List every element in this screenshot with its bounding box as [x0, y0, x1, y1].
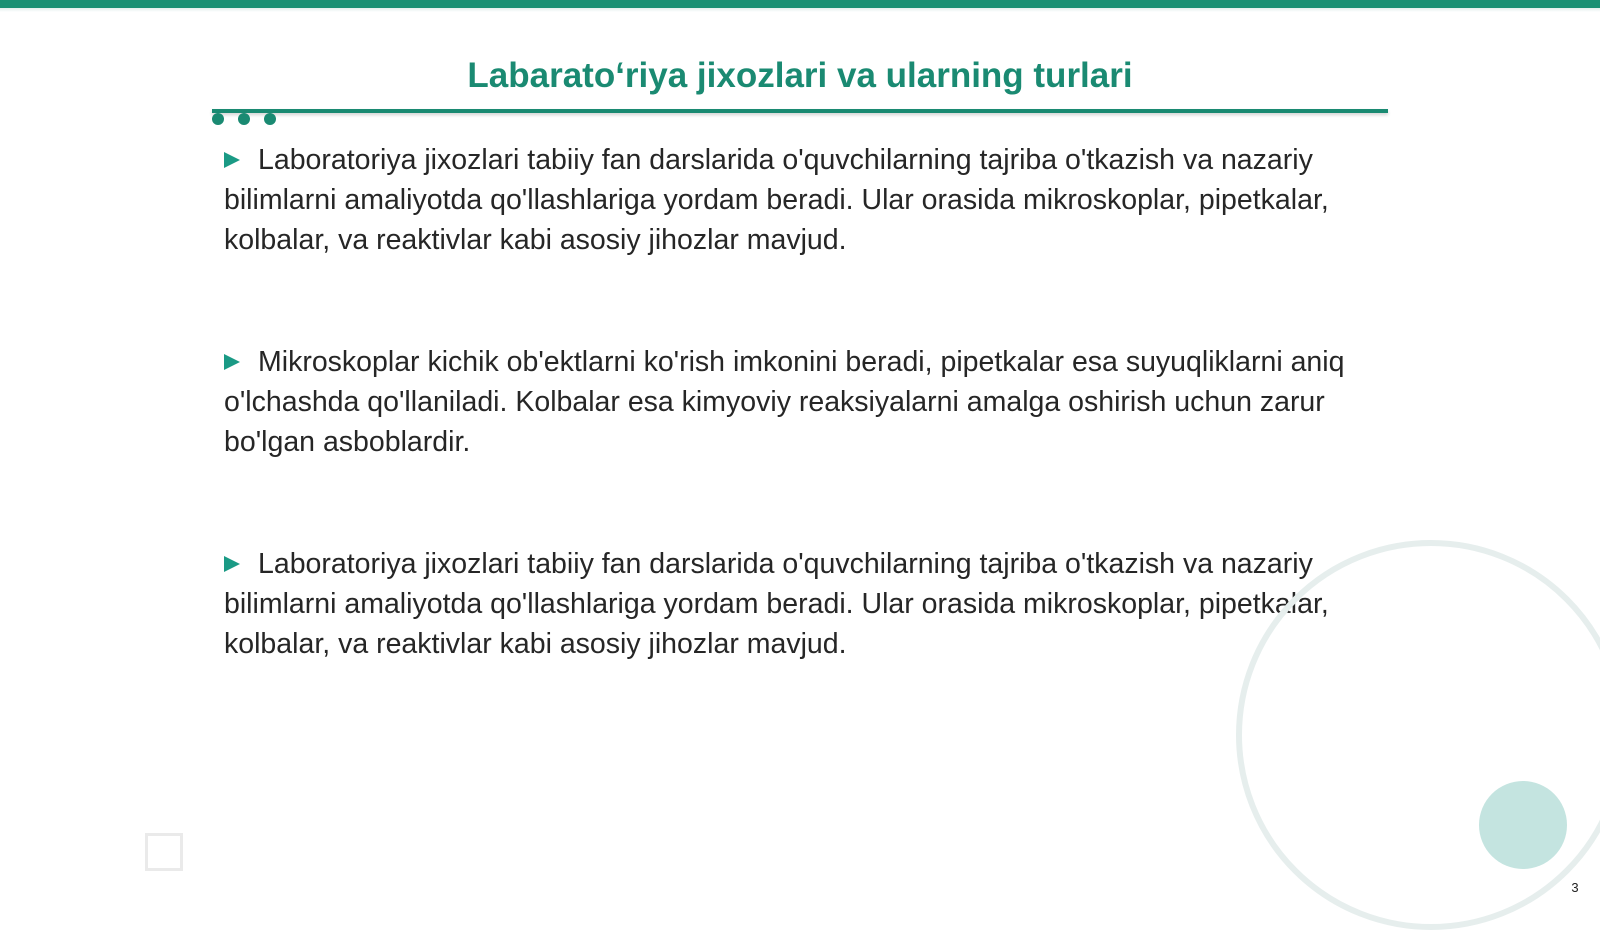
triangle-right-icon: [224, 556, 240, 572]
decor-dot: [212, 113, 224, 125]
decor-ring: [1236, 540, 1600, 930]
bullet-item: [224, 140, 1384, 260]
triangle-right-icon: [224, 152, 240, 168]
decor-dot: [238, 113, 250, 125]
bullet-item: [224, 342, 1384, 462]
page-number: 3: [1571, 880, 1579, 895]
slide-title: Labarato‘riya jixozlari va ularning turlari: [467, 56, 1133, 95]
top-accent-bar: [0, 0, 1600, 8]
bullet-text: Laboratoriya jixozlari tabiiy fan darslarida o'quvchilarning tajriba o'tkazish va nazariy bilimlarni amaliyotda qo'llashlariga yordam beradi. Ular orasida mikroskoplar, pipetkalar, kolbalar, va reaktivlar kabi asosiy jihozlar mavjud.: [224, 144, 1329, 256]
bullet-text: Mikroskoplar kichik ob'ektlarni ko'rish imkonini beradi, pipetkalar esa suyuqliklarni aniq o'lchashda qo'llaniladi. Kolbalar esa kimyoviy reaksiyalarni amalga oshirish uchun zarur bo'lgan asboblardir.: [224, 346, 1345, 458]
decor-square: [145, 833, 183, 871]
top-bar-shadow: [0, 8, 1600, 12]
triangle-right-icon: [224, 354, 240, 370]
bullet-text: Laboratoriya jixozlari tabiiy fan darslarida o'quvchilarning tajriba o'tkazish va nazariy bilimlarni amaliyotda qo'llashlariga yordam beradi. Ular orasida mikroskoplar, pipetkalar, kolbalar, va reaktivlar kabi asosiy jihozlar mavjud.: [224, 548, 1329, 660]
decor-filled-circle: [1479, 781, 1567, 869]
bullet-list: [224, 140, 1384, 664]
bullet-item: [224, 544, 1384, 664]
decor-dot: [264, 113, 276, 125]
title-underline: [212, 109, 1388, 113]
